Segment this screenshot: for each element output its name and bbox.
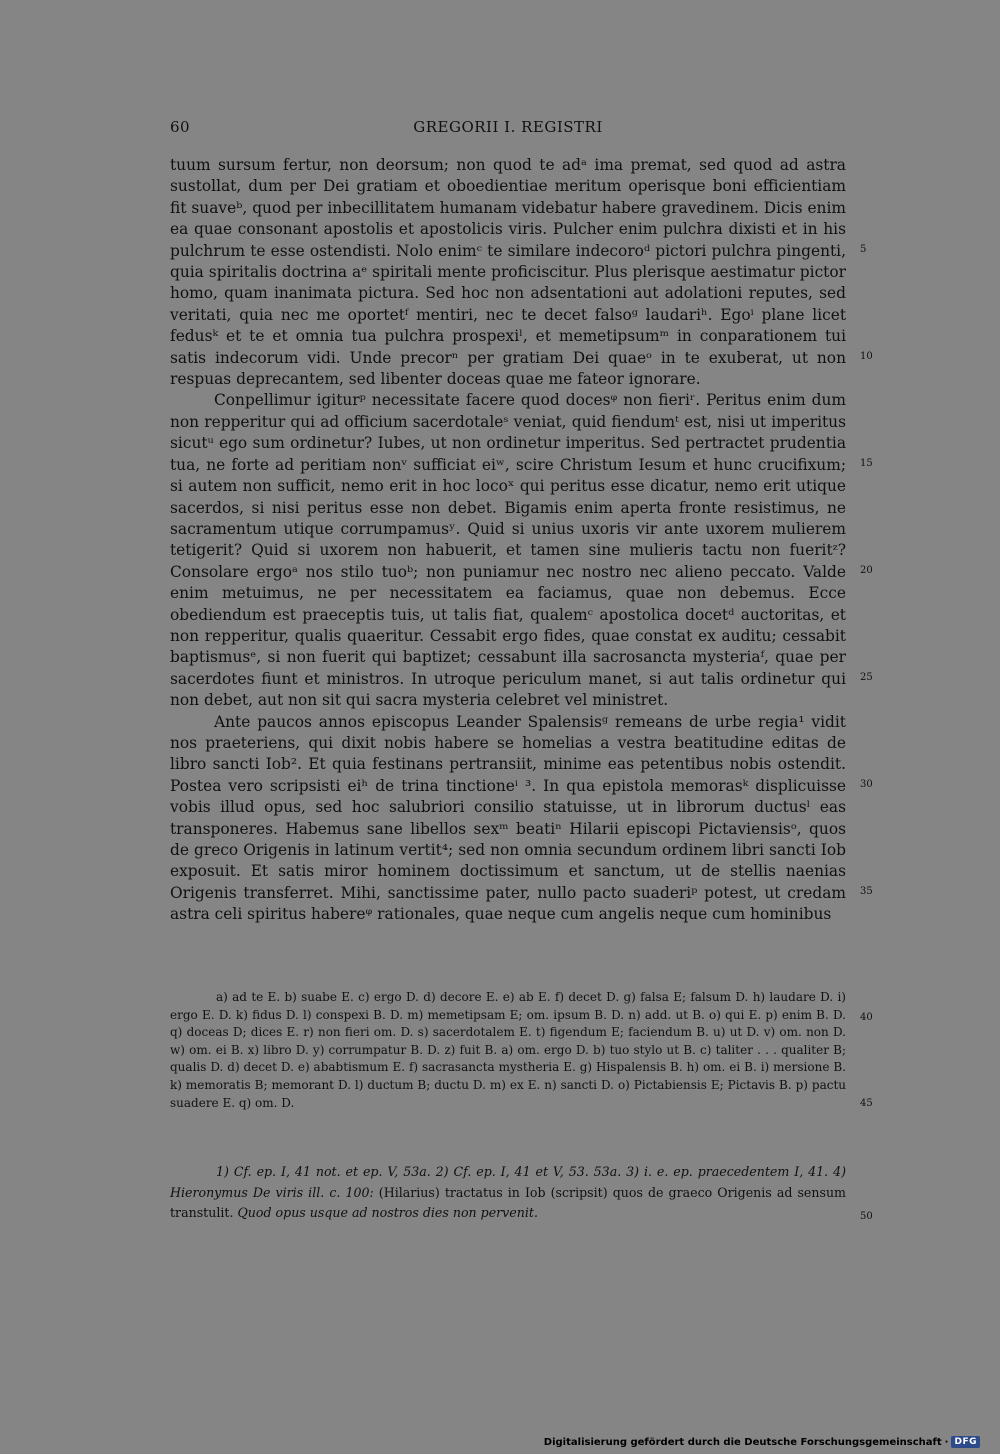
running-title: GREGORII I. REGISTRI — [413, 118, 603, 136]
line-number: 30 — [860, 779, 873, 790]
line-number: 45 — [860, 1098, 873, 1109]
footnote-text — [170, 1162, 846, 1224]
line-number: 50 — [860, 1211, 873, 1222]
apparatus-text: a) ad te E. b) suabe E. c) ergo D. d) decore E. e) ab E. f) decet D. g) falsa E; falsum D. h) laudare D. i) ergo E. D. k) fidus D. l) conspexi B. D. m) memetipsam E; om. ipsum B. D. n) add. ut B. o) qui E. p) enim B. D. q) doceas D; dices E. r) non fieri om. D. s) sacerdotalem E. t) figendum E; faciendum B. u) ut D. v) om. non D. w) om. ei B. x) libro D. y) corrumpatur B. D. z) fuit B. a) om. ergo D. b) tuo stylo ut B. c) taliter . . . qualiter B; qualis D. d) decet D. e) ababtismum E. f) sacrasancta mystheria E. g) Hispalensis B. h) om. ei B. i) mersione B. k) memoratis B; memorant D. l) ductum B; ductu D. m) ex E. n) sancti D. o) Pictabiensis E; Pictavis B. p) pactu suadere E. q) om. D. — [170, 990, 846, 1110]
main-text — [170, 155, 846, 926]
paragraph-2: Conpellimur igiturᵖ necessitate facere quod docesᵠ non fieriʳ. Peritus enim dum non repperitur qui ad officium sacerdotaleˢ veniat, quid fiendumᵗ est, nisi ut imperitus sicutᵘ ego sum ordinetur? Iubes, ut non ordinetur imperitus. Sed pertractet prudentia tua, ne forte ad peritiam nonᵛ sufficiat eiʷ, scire Christum Iesum et hunc crucifixum; si autem non sufficit, nemo erit in hoc locoˣ qui peritus esse dicatur, nemo erit utique sacerdos, si nisi peritus esse non debet. Bigamis enim aperta fronte resistimus, ne sacramentum utique corrumpamusʸ. Quid si unius uxoris vir ante uxorem mulierem tetigerit? Quid si uxorem non habuerit, et tamen sine mulieris tactu non fueritᶻ? Consolare ergoᵃ nos stilo tuoᵇ; non puniamur nec nostro nec alieno peccato. Valde enim metuimus, ne per necessitatem ea faciamus, quae non debemus. Ecce obediendum est praeceptis tuis, ut talis fiat, qualemᶜ apostolica docetᵈ auctoritas, et non repperitur, qualis quaeritur. Cessabit ergo fides, quae constat ex auditu; cessabit baptismusᵉ, si non fuerit qui baptizet; cessabunt illa sacrosancta mysteriaᶠ, quae per sacerdotes fiunt et ministros. In utroque periculum manet, si aut talis ordinetur qui non debet, aut non sit qui sacra mysteria celebret vel ministret. — [170, 391, 846, 710]
paragraph-3: Ante paucos annos episcopus Leander Spalensisᵍ remeans de urbe regia¹ vidit nos praeteriens, qui dixit nobis habere se homelias a vestra beatitudine editas de libro sancti Iob². Et quia festinans pertransiit, minime eas petentibus nobis ostendit. Postea vero scripsisti eiʰ de trina tinctioneⁱ ³. In qua epistola memorasᵏ displicuisse vobis illud opus, sed hoc salubriori consilio statuisse, ut in librorum ductusˡ eas transponeres. Habemus sane libellos sexᵐ beatiⁿ Hilarii episcopi Pictaviensisᵒ, quos de greco Origenis in latinum vertit⁴; sed non omnia secundum ordinem libri sancti Iob exposuit. Et satis miror hominem doctissimum et sanctum, ut de stellis naenias Origenis transferret. Mihi, sanctissime pater, nullo pacto suaderiᵖ potest, ut credam astra celi spiritus habereᵠ rationales, quae neque cum angelis neque cum hominibus — [170, 712, 846, 924]
page-header — [170, 118, 846, 142]
line-number: 15 — [860, 458, 873, 469]
footnote-remark: Quod opus usque ad nostros dies non pervenit. — [237, 1205, 538, 1220]
line-number: 10 — [860, 351, 873, 362]
footer-text: Digitalisierung gefördert durch die Deutsche Forschungsgemeinschaft — [543, 1436, 942, 1448]
critical-apparatus — [170, 989, 846, 1112]
footnotes — [170, 1162, 846, 1224]
line-number: 35 — [860, 886, 873, 897]
footnote-quote: (Hilarius) tractatus in Iob (scripsit) quos de graeco Origenis ad sensum transtulit. — [170, 1184, 846, 1220]
line-number: 25 — [860, 672, 873, 683]
dfg-logo[interactable]: DFG — [951, 1436, 980, 1448]
line-number: 20 — [860, 565, 873, 576]
footnote-citations: 1) Cf. ep. I, 41 not. et ep. V, 53a. 2) Cf. ep. I, 41 et V, 53. 53a. 3) i. e. ep. praecedentem I, 41. 4) Hieronymus De viris ill. c. 100: — [170, 1164, 846, 1200]
line-number: 40 — [860, 1012, 873, 1023]
line-number: 5 — [860, 244, 867, 255]
paragraph-1: tuum sursum fertur, non deorsum; non quod te adᵃ ima premat, sed quod ad astra sustollat, dum per Dei gratiam et oboedientiae meritum operisque boni efficientiam fit suaveᵇ, quod per inbecillitatem humanam videbatur habere gravedinem. Dicis enim ea quae consonant apostolis et apostolicis viris. Pulcher enim pulchra dixisti et in his pulchrum te esse ostendisti. Nolo enimᶜ te similare indecoroᵈ pictori pulchra pingenti, quia spiritalis doctrina aᵉ spiritali mente proficiscitur. Plus plerisque aestimatur pictor homo, quam inanimata pictura. Sed hoc non adsentationi aut adolationi reputes, sed veritati, quia nec me oportetᶠ mentiri, nec te decet falsoᵍ laudariʰ. Egoⁱ plane licet fedusᵏ et te et omnia tua pulchra prospexiˡ, et memetipsumᵐ in conparationem tui satis indecorum vidi. Unde precorⁿ per gratiam Dei quaeᵒ in te exuberat, ut non respuas deprecantem, sed libenter doceas quae me fateor ignorare. — [170, 156, 846, 389]
footer-separator: · — [944, 1436, 949, 1448]
page-number: 60 — [170, 118, 191, 136]
digitization-footer — [544, 1436, 980, 1448]
